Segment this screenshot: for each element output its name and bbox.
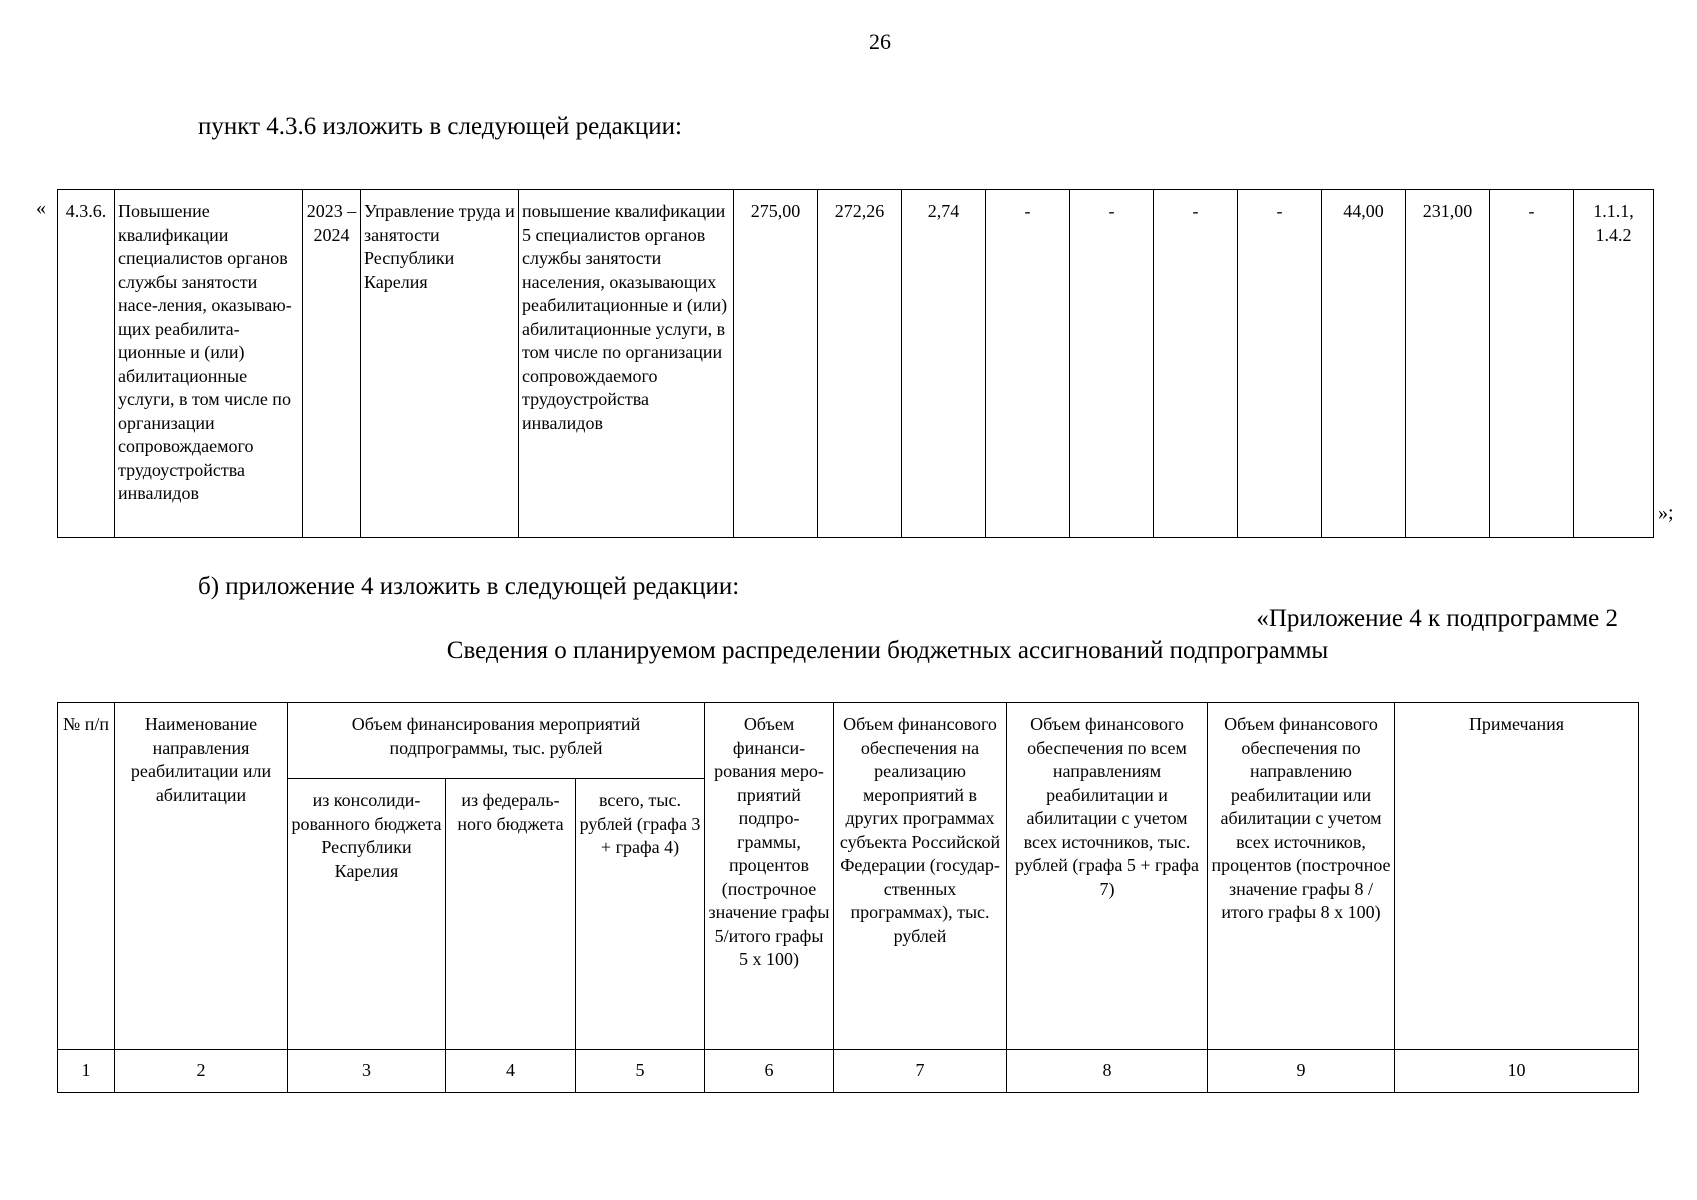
item-years: 2023 – 2024 [303,190,361,538]
appendix-label: «Приложение 4 к подпрограмме 2 [1256,605,1618,632]
value-cell: 44,00 [1322,190,1406,538]
header-col-8: Объем финансового обеспечения по всем направлениям реабилитации и абилитации с учетом всех источников, тыс. рублей (графа 5 + графа 7) [1007,703,1208,1050]
header-col-2: Наименование направления реабилитации или абилитации [115,703,288,1050]
header-col-6: Объем финанси-рования меро-приятий подпро-граммы, процентов (построчное значение графы 5/итого графы 5 x 100) [705,703,834,1050]
heading-item-436: пункт 4.3.6 изложить в следующей редакции: [198,113,682,140]
header-col-10: Примечания [1395,703,1639,1050]
heading-appendix-4: б) приложение 4 изложить в следующей редакции: [198,573,740,600]
column-number: 7 [834,1050,1007,1093]
header-col-3: из консолиди-рованного бюджета Республики Карелия [288,779,446,1050]
value-cell: - [1154,190,1238,538]
item-name: Повышение квалификации специалистов органов службы занятости насе-ления, оказываю-щих реабилита-ционные и (или) абилитационные услуги, в том числе по организации сопровождаемого трудоустройства инвалидов [115,190,303,538]
value-cell: 2,74 [902,190,986,538]
value-cell: - [1490,190,1574,538]
value-cell: - [1070,190,1154,538]
budget-allocation-table [57,702,1639,1093]
value-cell: 272,26 [818,190,902,538]
item-executor: Управление труда и занятости Республики Карелия [361,190,519,538]
appendix-title: Сведения о планируемом распределении бюджетных ассигнований подпрограммы [446,637,1329,664]
column-number: 5 [576,1050,705,1093]
column-number: 8 [1007,1050,1208,1093]
header-col-1: № п/п [58,703,115,1050]
column-number: 3 [288,1050,446,1093]
header-row [58,703,1639,779]
quote-open: « [36,197,46,219]
column-number: 6 [705,1050,834,1093]
column-number: 9 [1208,1050,1395,1093]
quote-close: »; [1658,502,1674,524]
item-result: повышение квалификации 5 специалистов органов службы занятости населения, оказывающих реабилитационные и (или) абилитационные услуги, в том числе по организации сопровождаемого трудоустройства инвалидов [519,190,734,538]
item-indicators: 1.1.1, 1.4.2 [1574,190,1654,538]
value-cell: 275,00 [734,190,818,538]
column-number: 10 [1395,1050,1639,1093]
value-cell: - [1238,190,1322,538]
table-row [58,190,1654,538]
item-code: 4.3.6. [58,190,115,538]
column-numbers-row [58,1050,1639,1093]
header-col-4: из федераль-ного бюджета [446,779,576,1050]
page-number: 26 [869,29,891,54]
value-cell: - [986,190,1070,538]
header-col-5: всего, тыс. рублей (графа 3 + графа 4) [576,779,705,1050]
column-number: 4 [446,1050,576,1093]
value-cell: 231,00 [1406,190,1490,538]
item-table [57,189,1654,538]
header-col-9: Объем финансового обеспечения по направлению реабилитации или абилитации с учетом всех источников, процентов (построчное значение графы 8 / итого графы 8 x 100) [1208,703,1395,1050]
column-number: 2 [115,1050,288,1093]
column-number: 1 [58,1050,115,1093]
header-col-7: Объем финансового обеспечения на реализацию мероприятий в других программах субъекта Российской Федерации (государ-ственных программах), тыс. рублей [834,703,1007,1050]
header-group-3-5: Объем финансирования мероприятий подпрограммы, тыс. рублей [288,703,705,779]
